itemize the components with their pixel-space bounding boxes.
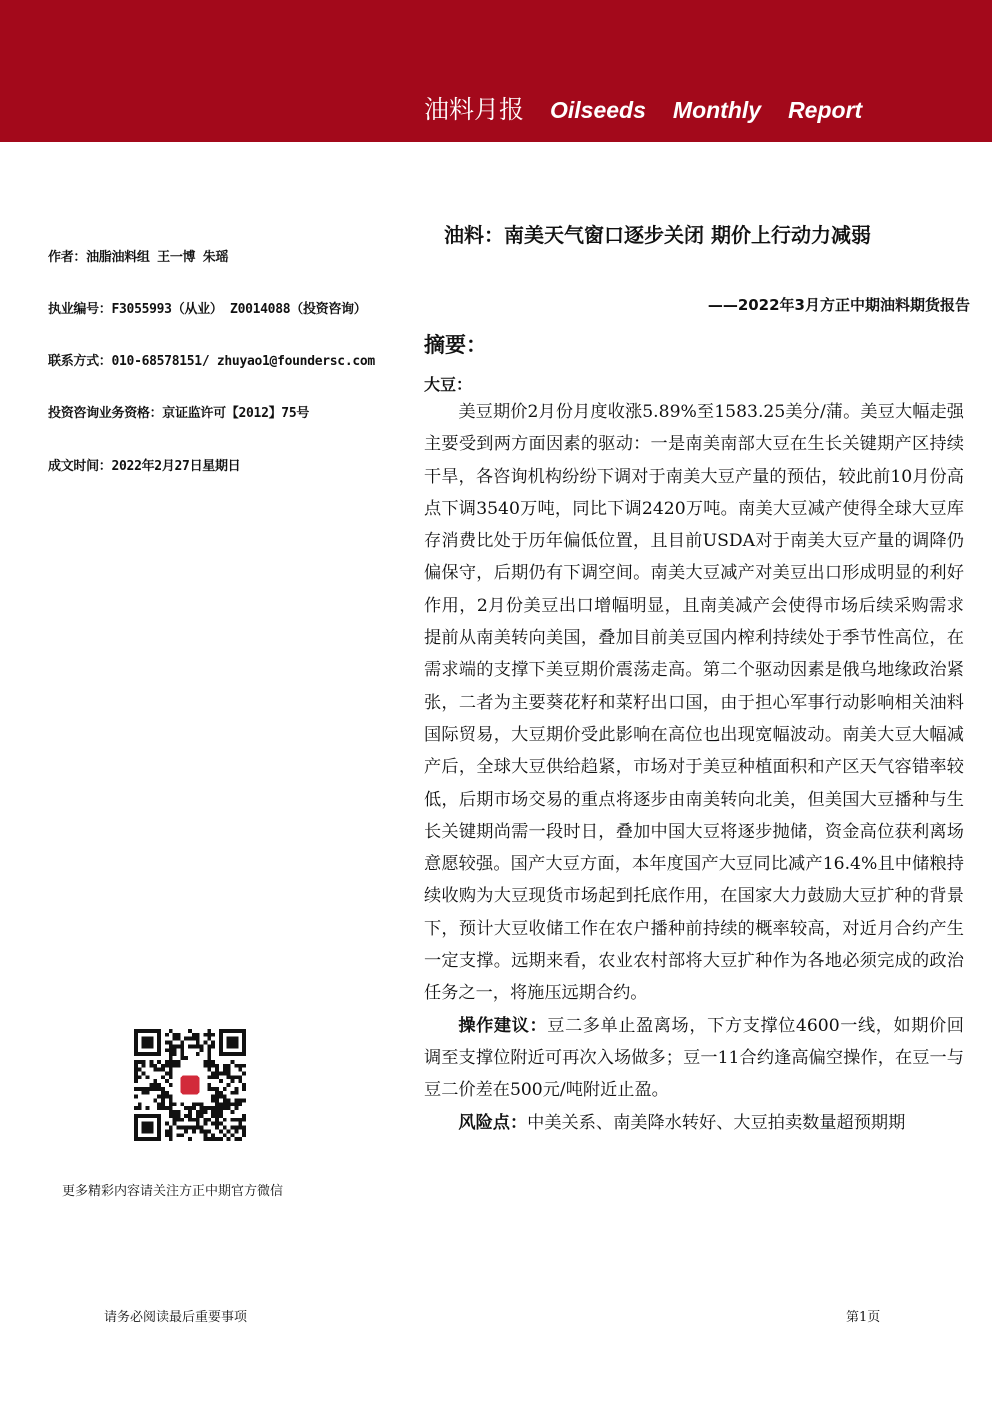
risk-text: 中美关系、南美降水转好、大豆拍卖数量超预期期 (527, 1112, 906, 1133)
risk-paragraph (424, 1107, 964, 1139)
meta-date: 成文时间：2022年2月27日星期日 (48, 459, 241, 474)
soybean-analysis-paragraph: 美豆期价2月份月度收涨5.89%至1583.25美分/蒲。美豆大幅走强主要受到两方面因素的驱动：一是南美南部大豆在生长关键期产区持续干旱，各咨询机构纷纷下调对于南美大豆产量的预估，较此前10月份高点下调3540万吨，同比下调2420万吨。南美大豆减产使得全球大豆库存消费比处于历年偏低位置，且目前USDA对于南美大豆产量的调降仍偏保守，后期仍有下调空间。南美大豆减产对美豆出口形成明显的利好作用，2月份美豆出口增幅明显，且南美减产会使得市场后续采购需求提前从南美转向美国，叠加目前美豆国内榨利持续处于季节性高位，在需求端的支撑下美豆期价震荡走高。第二个驱动因素是俄乌地缘政治紧张，二者为主要葵花籽和菜籽出口国，由于担心军事行动影响相关油料国际贸易，大豆期价受此影响在高位也出现宽幅波动。南美大豆大幅减产后，全球大豆供给趋紧，市场对于美豆种植面积和产区天气容错率较低，后期市场交易的重点将逐步由南美转向北美，但美国大豆播种与生长关键期尚需一段时日，叠加中国大豆将逐步抛储，资金高位获利离场意愿较强。国产大豆方面，本年度国产大豆同比减产16.4%且中储粮持续收购为大豆现货市场起到托底作用，在国家大力鼓励大豆扩种的背景下，预计大豆收储工作在农户播种前持续的概率较高，对近月合约产生一定支撑。远期来看，农业农村部将大豆扩种作为各地必须完成的政治任务之一，将施压远期合约。 (424, 402, 964, 1004)
meta-author: 作者：油脂油料组 王一博 朱瑶 (48, 250, 229, 265)
title-en-oilseeds: Oilseeds (550, 97, 646, 123)
qr-logo-icon (180, 1075, 199, 1094)
meta-license: 执业编号：F3055993（从业） Z0014088（投资咨询） (48, 302, 367, 317)
title-cn: 油料月报 (424, 95, 525, 124)
report-title: 油料：南美天气窗口逐步关闭 期价上行动力减弱 (444, 223, 871, 247)
risk-label: 风险点： (458, 1112, 528, 1133)
report-type-title (424, 90, 889, 130)
page-number: 第1页 (846, 1310, 881, 1325)
wechat-qr-code (134, 1029, 246, 1141)
footer-notice: 请务必阅读最后重要事项 (104, 1310, 248, 1325)
advice-label: 操作建议： (458, 1015, 548, 1036)
meta-qualification: 投资咨询业务资格：京证监许可【2012】75号 (48, 406, 310, 421)
title-en-report: Report (788, 97, 863, 123)
soybean-heading: 大豆： (424, 375, 473, 394)
header-banner (0, 0, 992, 142)
advice-paragraph (424, 1010, 964, 1107)
title-en-monthly: Monthly (672, 97, 762, 123)
report-subtitle: ——2022年3月方正中期油料期货报告 (707, 296, 970, 314)
summary-heading: 摘要： (424, 333, 487, 357)
report-body (424, 396, 964, 1139)
meta-contact: 联系方式：010-68578151/ zhuyao1@foundersc.com (48, 354, 375, 369)
advice-text: 豆二多单止盈离场，下方支撑位4600一线，如期价回调至支撑位附近可再次入场做多；豆一11合约逢高偏空操作，在豆一与豆二价差在500元/吨附近止盈。 (424, 1015, 964, 1101)
qr-caption: 更多精彩内容请关注方正中期官方微信 (62, 1184, 284, 1199)
